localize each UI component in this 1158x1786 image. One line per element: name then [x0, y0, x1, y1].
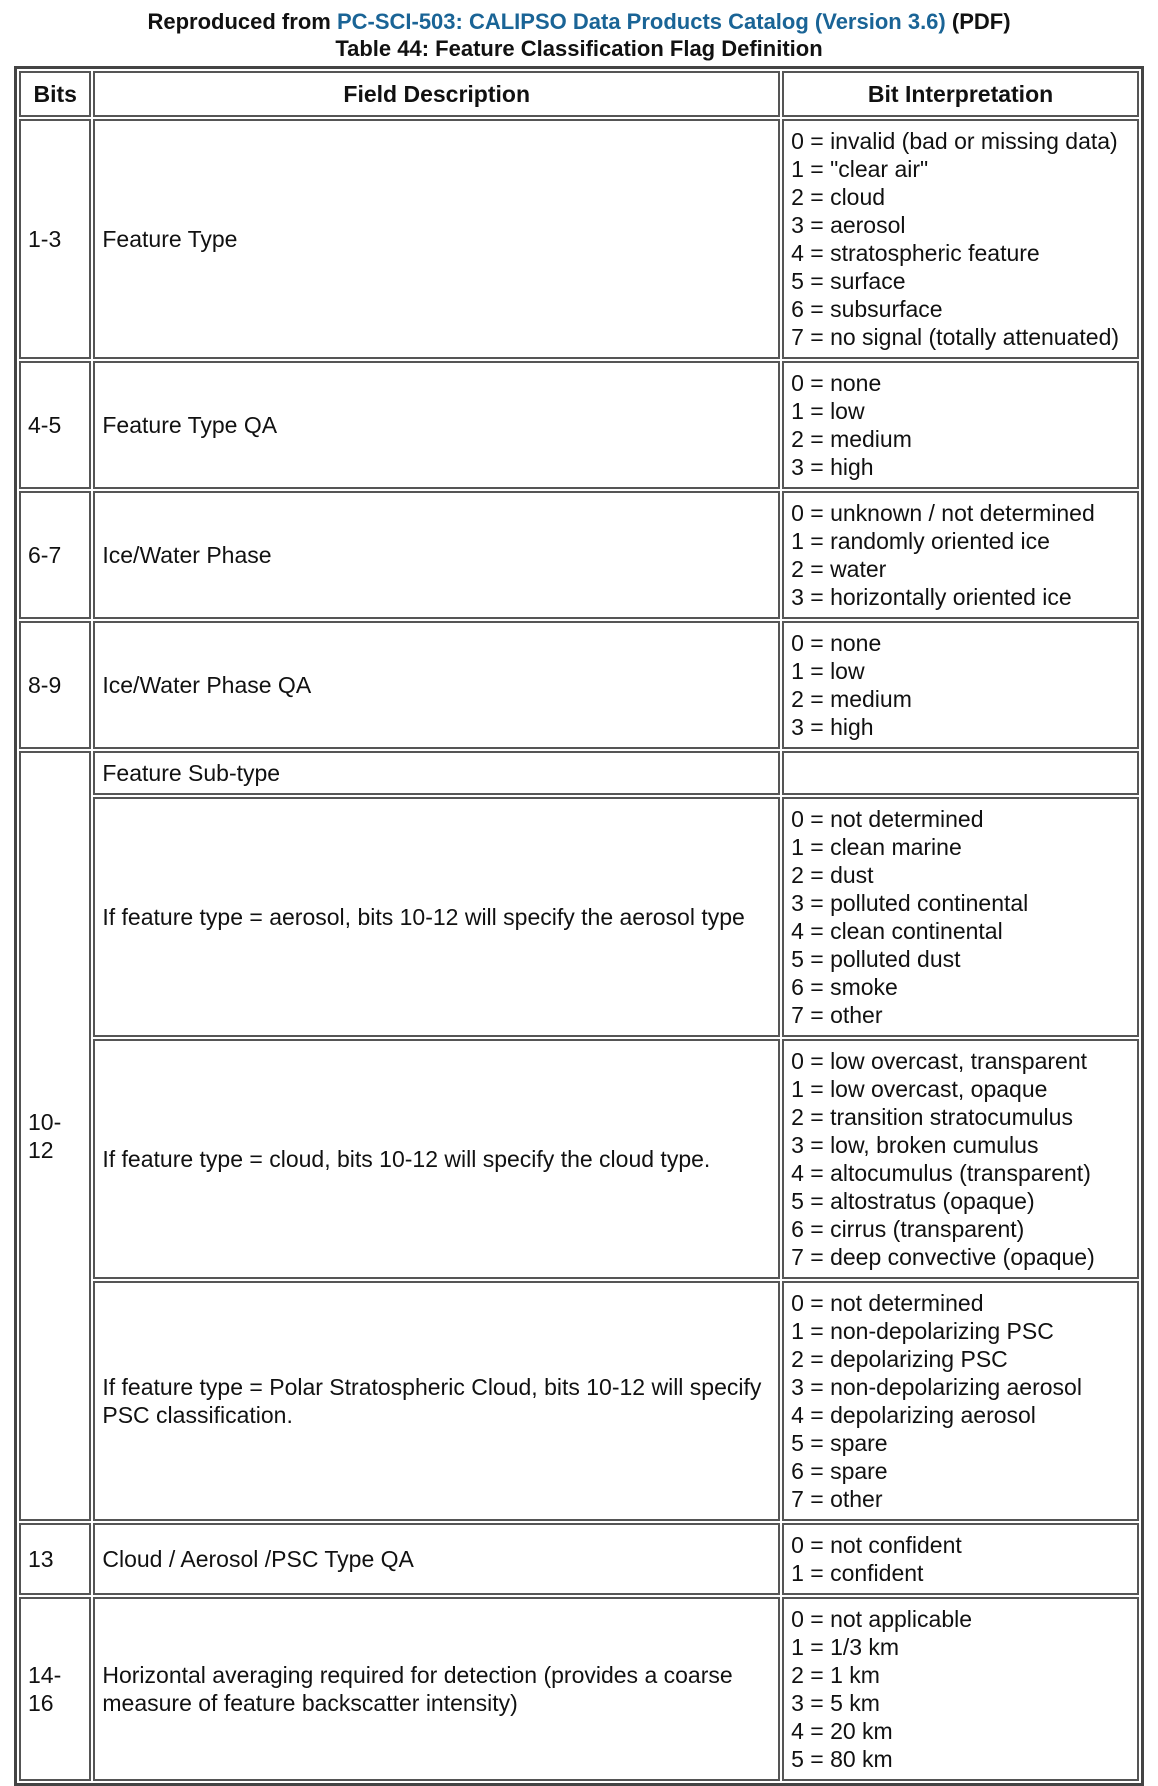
source-line: [0, 8, 1158, 35]
interpretation-value: 2 = transition stratocumulus: [791, 1104, 1073, 1130]
table-row: [19, 1597, 1139, 1781]
interpretation-value: 1 = "clear air": [791, 156, 929, 182]
interpretation-value: 3 = polluted continental: [791, 890, 1029, 916]
table-row: [19, 491, 1139, 619]
interpretation-value: 5 = polluted dust: [791, 946, 961, 972]
header-description: Field Description: [93, 71, 780, 117]
interpretation-value: 1 = low: [791, 398, 865, 424]
interpretation-value: 0 = none: [791, 630, 882, 656]
bits-cell: 1-3: [19, 119, 91, 359]
interpretation-value: 7 = deep convective (opaque): [791, 1244, 1095, 1270]
header-row: [19, 71, 1139, 117]
interpretation-cell: [782, 1597, 1139, 1781]
interpretation-value: 4 = clean continental: [791, 918, 1003, 944]
description-cell: Cloud / Aerosol /PSC Type QA: [93, 1523, 780, 1595]
interpretation-value: 1 = clean marine: [791, 834, 962, 860]
table-subrow: [19, 797, 1139, 1037]
source-suffix: (PDF): [945, 9, 1011, 34]
interpretation-value: 0 = not applicable: [791, 1606, 973, 1632]
interpretation-value: 5 = 80 km: [791, 1746, 893, 1772]
interpretation-cell: [782, 119, 1139, 359]
subtype-description-cell: If feature type = cloud, bits 10-12 will specify the cloud type.: [93, 1039, 780, 1279]
bits-cell: 14-16: [19, 1597, 91, 1781]
table-row: [19, 361, 1139, 489]
interpretation-value: 0 = not confident: [791, 1532, 962, 1558]
interpretation-value: 0 = invalid (bad or missing data): [791, 128, 1118, 154]
interpretation-cell: [782, 751, 1139, 795]
table-subrow: [19, 1039, 1139, 1279]
description-cell: Feature Type: [93, 119, 780, 359]
subtype-interpretation-cell: [782, 1281, 1139, 1521]
interpretation-value: 0 = low overcast, transparent: [791, 1048, 1088, 1074]
subtype-description-cell: If feature type = aerosol, bits 10-12 will specify the aerosol type: [93, 797, 780, 1037]
interpretation-value: 4 = stratospheric feature: [791, 240, 1040, 266]
interpretation-value: 1 = low overcast, opaque: [791, 1076, 1048, 1102]
catalog-link[interactable]: PC-SCI-503: CALIPSO Data Products Catalog (Version 3.6): [336, 9, 946, 34]
interpretation-value: 2 = dust: [791, 862, 874, 888]
interpretation-value: 3 = aerosol: [791, 212, 906, 238]
interpretation-value: 6 = spare: [791, 1458, 888, 1484]
header-bits: Bits: [19, 71, 91, 117]
interpretation-value: 7 = no signal (totally attenuated): [791, 324, 1120, 350]
interpretation-value: 4 = depolarizing aerosol: [791, 1402, 1036, 1428]
interpretation-value: 4 = 20 km: [791, 1718, 893, 1744]
header-interpretation: Bit Interpretation: [782, 71, 1139, 117]
interpretation-value: 0 = not determined: [791, 1290, 984, 1316]
interpretation-cell: [782, 491, 1139, 619]
interpretation-value: 3 = 5 km: [791, 1690, 880, 1716]
interpretation-value: 4 = altocumulus (transparent): [791, 1160, 1091, 1186]
subtype-interpretation-cell: [782, 1039, 1139, 1279]
subtype-interpretation-cell: [782, 797, 1139, 1037]
interpretation-value: 0 = not determined: [791, 806, 984, 832]
interpretation-value: 3 = low, broken cumulus: [791, 1132, 1039, 1158]
bits-cell: 4-5: [19, 361, 91, 489]
interpretation-value: 2 = cloud: [791, 184, 886, 210]
interpretation-value: 6 = subsurface: [791, 296, 943, 322]
interpretation-cell: [782, 621, 1139, 749]
subtype-description-cell: If feature type = Polar Stratospheric Cloud, bits 10-12 will specify PSC classification.: [93, 1281, 780, 1521]
description-cell: Feature Type QA: [93, 361, 780, 489]
interpretation-value: 1 = randomly oriented ice: [791, 528, 1050, 554]
interpretation-value: 5 = altostratus (opaque): [791, 1188, 1035, 1214]
bits-cell: 13: [19, 1523, 91, 1595]
interpretation-value: 6 = cirrus (transparent): [791, 1216, 1025, 1242]
interpretation-value: 3 = high: [791, 714, 874, 740]
table-body: [19, 119, 1139, 1781]
table-row: [19, 751, 1139, 795]
interpretation-value: 1 = 1/3 km: [791, 1634, 900, 1660]
interpretation-value: 2 = medium: [791, 686, 912, 712]
interpretation-value: 3 = high: [791, 454, 874, 480]
source-prefix: Reproduced from: [147, 9, 337, 34]
feature-classification-table: [14, 66, 1144, 1786]
interpretation-value: 1 = non-depolarizing PSC: [791, 1318, 1054, 1344]
interpretation-cell: [782, 1523, 1139, 1595]
interpretation-value: 2 = depolarizing PSC: [791, 1346, 1008, 1372]
description-cell: Ice/Water Phase: [93, 491, 780, 619]
page-heading: [0, 8, 1158, 62]
description-cell: Feature Sub-type: [93, 751, 780, 795]
interpretation-value: 0 = unknown / not determined: [791, 500, 1095, 526]
table-subrow: [19, 1281, 1139, 1521]
interpretation-value: 0 = none: [791, 370, 882, 396]
table-title: Table 44: Feature Classification Flag Definition: [335, 36, 823, 61]
bits-cell: 8-9: [19, 621, 91, 749]
interpretation-value: 3 = non-depolarizing aerosol: [791, 1374, 1082, 1400]
table-row: [19, 621, 1139, 749]
interpretation-value: 2 = medium: [791, 426, 912, 452]
bits-cell: 6-7: [19, 491, 91, 619]
interpretation-cell: [782, 361, 1139, 489]
interpretation-value: 6 = smoke: [791, 974, 898, 1000]
interpretation-value: 7 = other: [791, 1486, 883, 1512]
description-cell: Horizontal averaging required for detection (provides a coarse measure of feature backscatter intensity): [93, 1597, 780, 1781]
table-row: [19, 1523, 1139, 1595]
interpretation-value: 2 = 1 km: [791, 1662, 880, 1688]
interpretation-value: 1 = low: [791, 658, 865, 684]
interpretation-value: 7 = other: [791, 1002, 883, 1028]
interpretation-value: 3 = horizontally oriented ice: [791, 584, 1072, 610]
description-cell: Ice/Water Phase QA: [93, 621, 780, 749]
interpretation-value: 5 = surface: [791, 268, 906, 294]
bits-cell: 10-12: [19, 751, 91, 1521]
interpretation-value: 2 = water: [791, 556, 887, 582]
interpretation-value: 1 = confident: [791, 1560, 924, 1586]
table-row: [19, 119, 1139, 359]
interpretation-value: 5 = spare: [791, 1430, 888, 1456]
